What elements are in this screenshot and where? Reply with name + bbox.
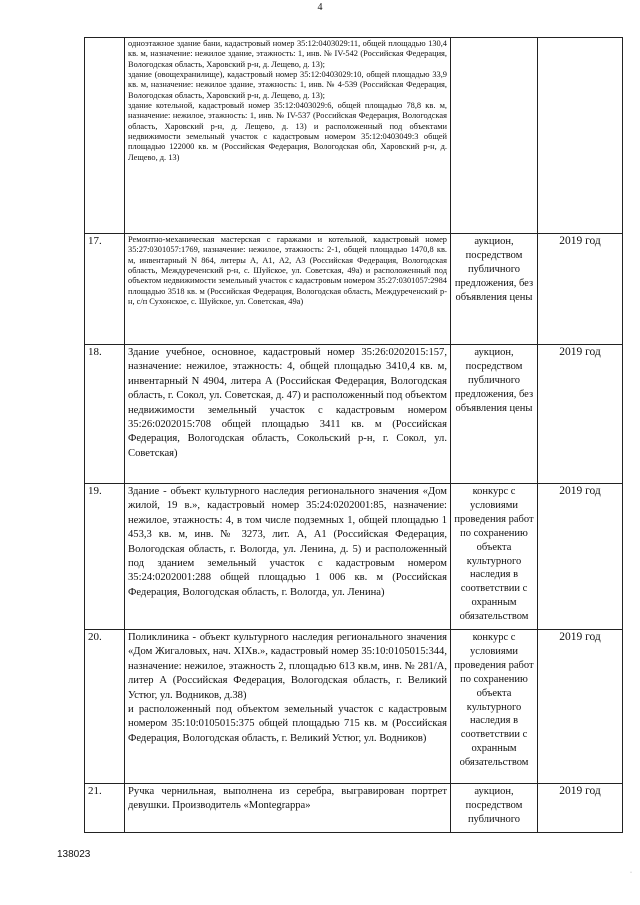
description-paragraph: одноэтажное здание бани, кадастровый номер 35:12:0403029:11, общей площадью 130,4 кв. м, назначение: нежилое здание, этажность: 1, инв. № IV-542 (Российская Федерация, Вологодская область, Харовский р-н, д. Лещево, д. 13); (128, 39, 447, 69)
row-description (125, 234, 451, 345)
description-paragraph: здание котельной, кадастровый номер 35:12:0403029:6, общей площадью 78,8 кв. м, назначение: нежилое, этажность: 1, инв. № IV-537 (Российская Федерация, Вологодская область, Харовский р-н, д. Лещево, д. 13) и расположенный под объектами недвижимости земельный участок с кадастровым номером 35:12:0403049:3 общей площадью 122000 кв. м (Российская Федерация, Вологодская обл, Харовский р-н, д. Лещево, д. 13) (128, 101, 447, 162)
sale-method (451, 38, 538, 234)
sale-year: 2019 год (538, 234, 623, 345)
row-number: 20. (85, 630, 125, 784)
description-paragraph: Здание - объект культурного наследия регионального значения «Дом жилой, 19 в.», кадастровый номер 35:24:0202001:85, назначение: нежилое, этажность: 4, в том числе подземных 1, общей площадью 1 453,3 кв. м, инв. № 3273, лит. А, А1 (Российская Федерация, Вологодская область, г. Вологда, ул. Ленина, д. 5) и расположенный под зданием земельный участок с кадастровым номером 35:24:0202001:288 общей площадью 1 006 кв. м (Российская Федерация, Вологодская область, г. Вологда, ул. Ленина) (128, 486, 447, 598)
description-paragraph: Ручка чернильная, выполнена из серебра, выгравирован портрет девушки. Производитель «Montegrappa» (128, 786, 447, 812)
row-description (125, 484, 451, 630)
description-paragraph: и расположенный под объектом земельный участок с кадастровым номером 35:10:0105015:375 общей площадью 715 кв. м (Российская Федерация, Вологодская область, г. Великий Устюг, ул. Водников) (128, 704, 447, 744)
property-table (84, 37, 623, 833)
row-number (85, 38, 125, 234)
sale-method: конкурс с условиями проведения работ по сохранению объекта культурного наследия в соответствии с охранным обязательством (451, 630, 538, 784)
table-row (85, 630, 623, 784)
sale-year: 2019 год (538, 484, 623, 630)
row-description (125, 38, 451, 234)
row-number: 21. (85, 784, 125, 833)
scan-mark: · (630, 870, 632, 876)
row-number: 18. (85, 345, 125, 484)
table-row (85, 784, 623, 833)
description-paragraph: Здание учебное, основное, кадастровый номер 35:26:0202015:157, назначение: нежилое, этажность: 4, общей площадью 3410,4 кв. м, инвентарный N 4904, литера А (Российская Федерация, Вологодская область, г. Сокол, ул. Советская, д. 47) и расположенный под объектом недвижимости земельный участок с кадастровым номером 35:26:0202015:708 общей площадью 3411 кв. м (Российская Федерация, Вологодская область, Сокольский р-н, г. Сокол, ул. Советская) (128, 347, 447, 459)
row-number: 17. (85, 234, 125, 345)
table-row (85, 345, 623, 484)
table-row (85, 484, 623, 630)
sale-method: аукцион, посредством публичного предложения, без объявления цены (451, 345, 538, 484)
row-description (125, 630, 451, 784)
table-row (85, 38, 623, 234)
sale-year (538, 38, 623, 234)
row-description (125, 784, 451, 833)
sale-year: 2019 год (538, 630, 623, 784)
description-paragraph: Поликлиника - объект культурного наследия регионального значения «Дом Жигаловых, нач. XIXв.», кадастровый номер 35:10:0105015:344, назначение: нежилое, этажность 2, площадью 613 кв.м, инв. № 281/А, литер А (Российская Федерация, Вологодская область, г. Великий Устюг, ул. Водников, д.38) (128, 632, 447, 701)
row-number: 19. (85, 484, 125, 630)
sale-method: аукцион, посредством публичного (451, 784, 538, 833)
row-description (125, 345, 451, 484)
document-code: 138023 (57, 849, 91, 860)
sale-method: конкурс с условиями проведения работ по сохранению объекта культурного наследия в соответствии с охранным обязательством (451, 484, 538, 630)
sale-method: аукцион, посредством публичного предложения, без объявления цены (451, 234, 538, 345)
description-paragraph: Ремонтно-механическая мастерская с гаражами и котельной, кадастровый номер 35:27:0301057:1769, назначение: нежилое, этажность: 2-1, общей площадью 1470,8 кв. м, инвентарный N 864, литеры А, А1, А2, А3 (Российская Федерация, Вологодская область, Междуреченский р-н, с. Шуйское, ул. Советская, 49а) и расположенный под объектом недвижимости земельный участок с кадастровым номером 35:27:0301057:2984 площадью 3518 кв. м (Российская Федерация, Вологодская область, Междуреченский р-н, с/п Сухонское, с. Шуйское, ул. Советская, 49а) (128, 235, 447, 307)
description-paragraph: здание (овощехранилище), кадастровый номер 35:12:0403029:10, общей площадью 33,9 кв. м, назначение: нежилое здание, этажность: 1, инв. № 4-539 (Российская Федерация, Вологодская область, Харовский р-н, д. Лещево, д. 13); (128, 70, 447, 100)
page-number: 4 (317, 2, 323, 13)
sale-year: 2019 год (538, 345, 623, 484)
table-row (85, 234, 623, 345)
sale-year: 2019 год (538, 784, 623, 833)
